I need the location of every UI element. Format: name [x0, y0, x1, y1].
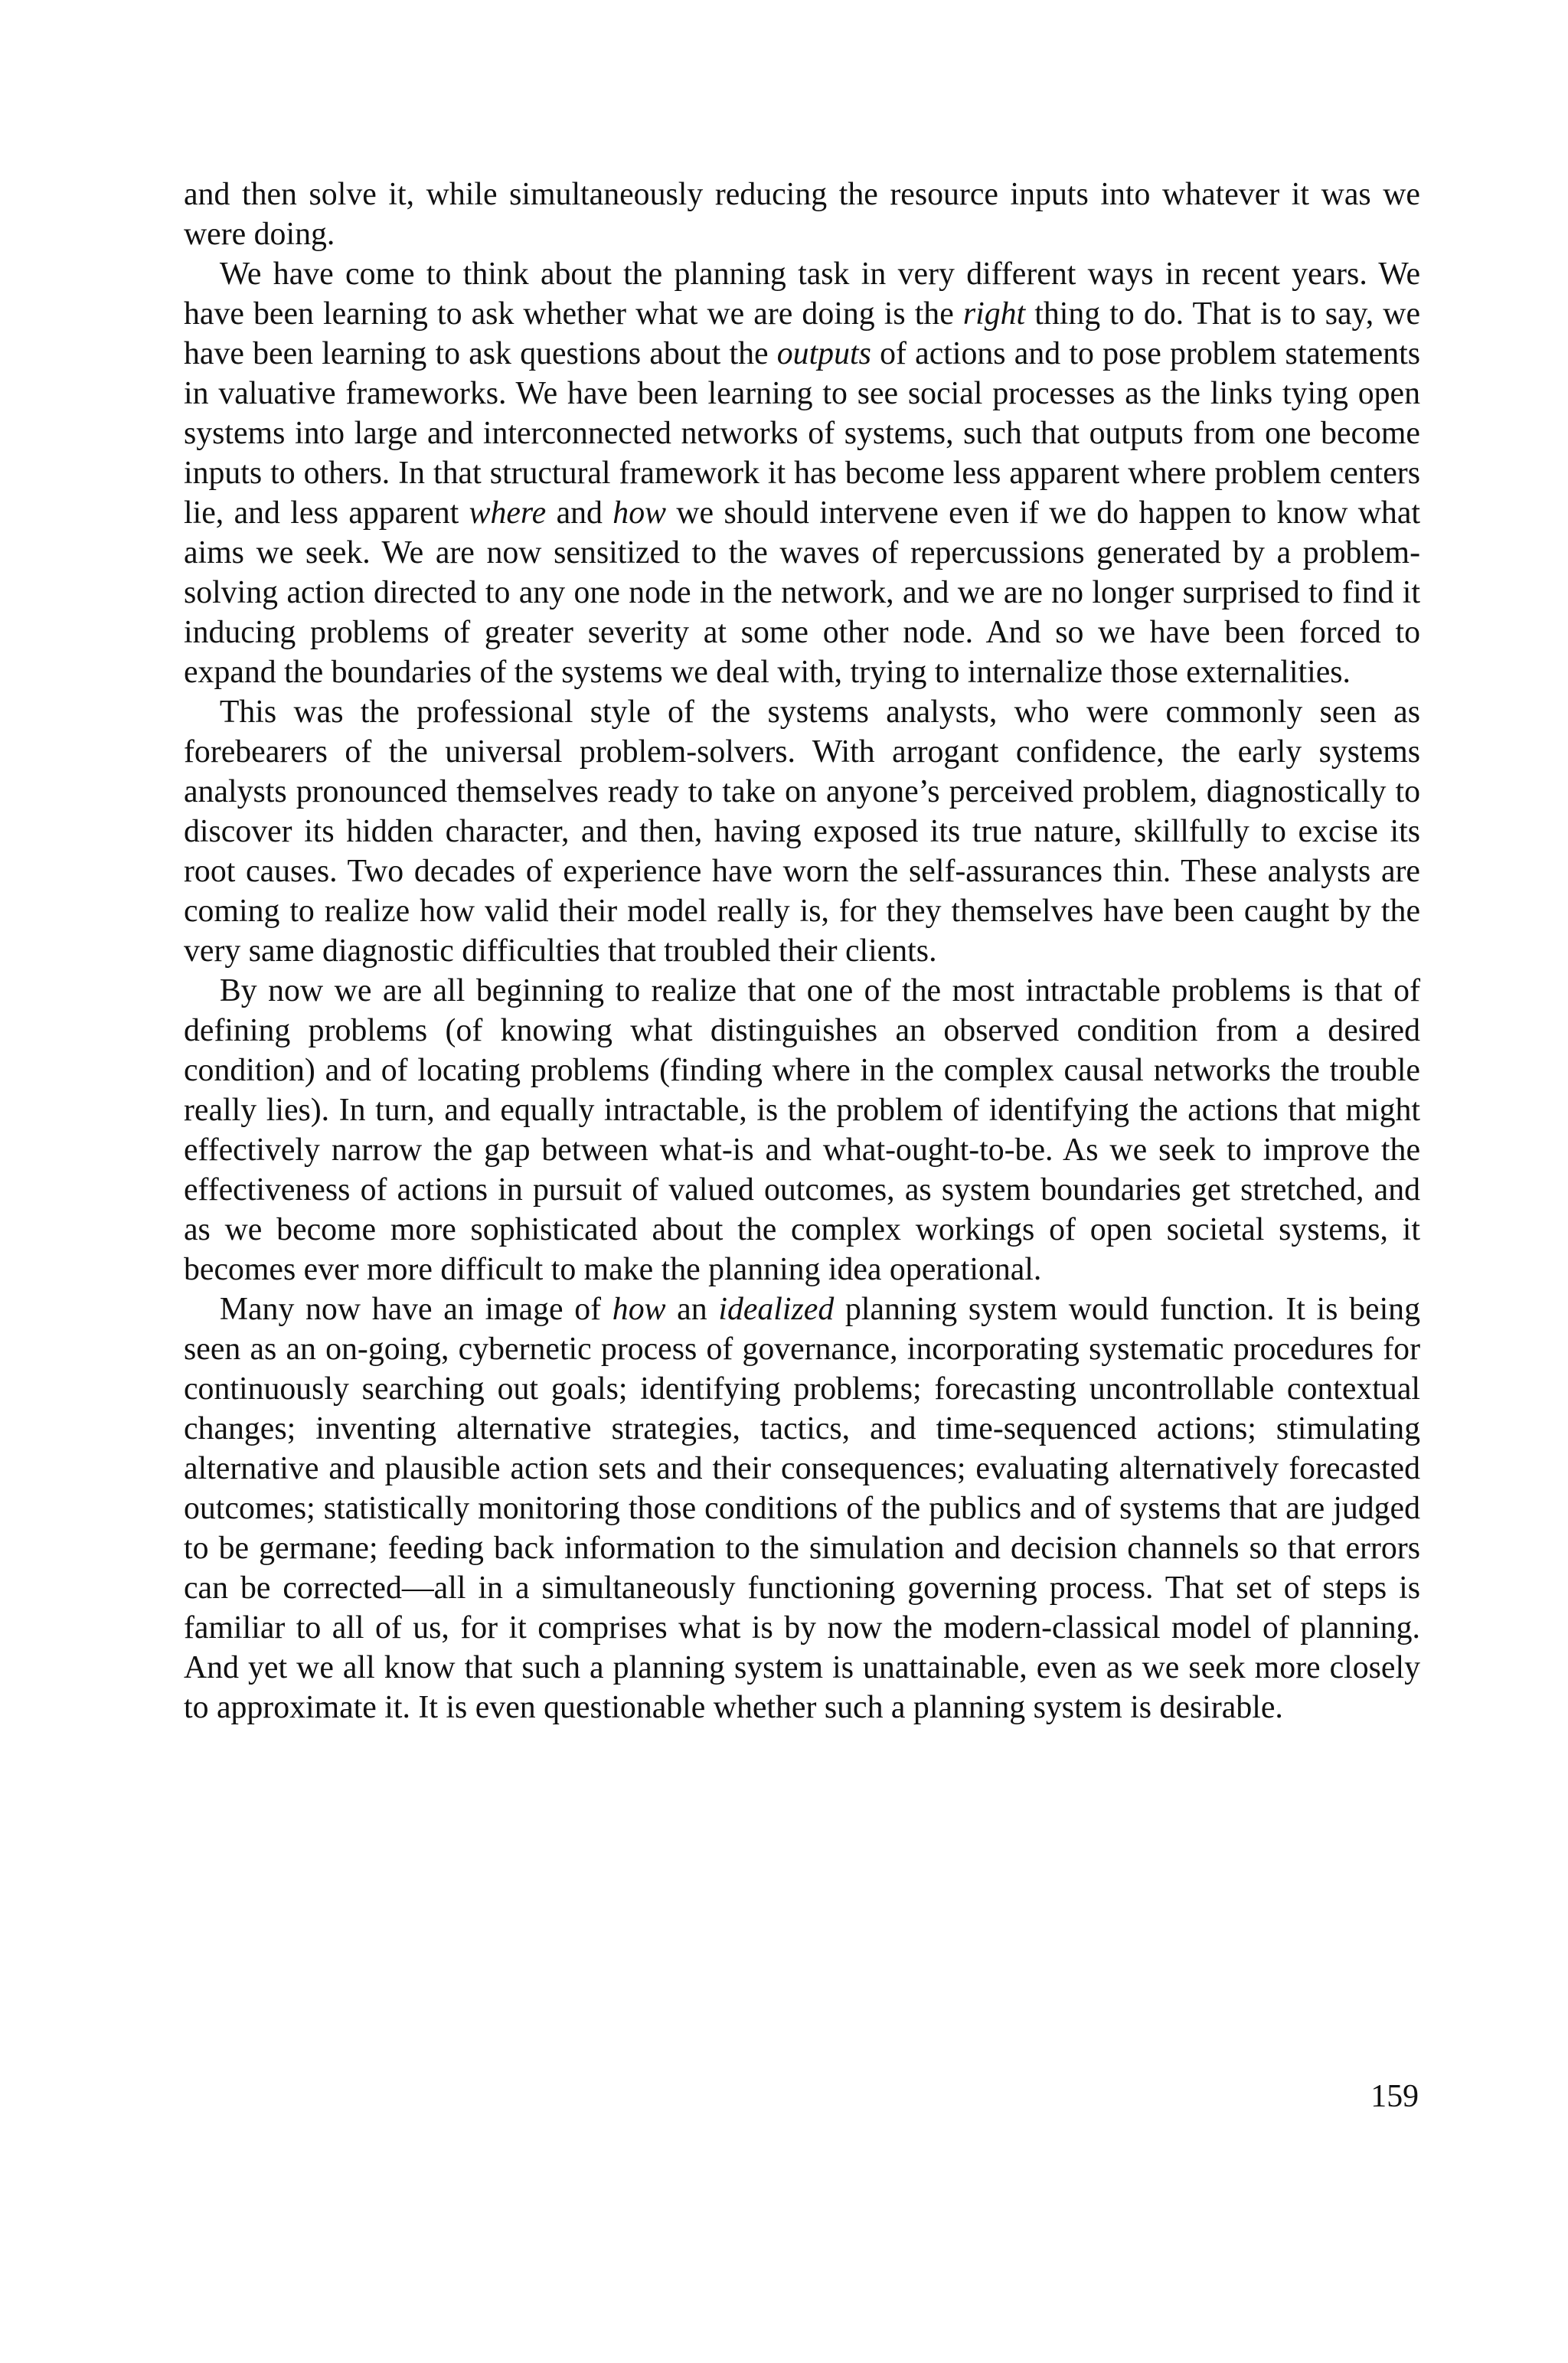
- text-run: By now we are all beginning to realize that one of the most intractable problems is that of defining problems (of knowing what distinguishes an observed condition from a desired condition) and of locating problems (finding where in the complex causal networks the trouble really lies). In turn, and equally intractable, is the problem of identifying the actions that might effectively narrow the gap between what-is and what-ought-to-be. As we seek to improve the effectiveness of actions in pursuit of valued outcomes, as system boundaries get stretched, and as we become more sophisticated about the complex workings of open societal systems, it becomes ever more difficult to make the planning idea operational.: [184, 973, 1420, 1287]
- paragraph-2: [184, 254, 1420, 692]
- text-run: We have come to think about the planning task in very different ways in recent years. We have been learning to ask whether what we are doing is the: [184, 257, 1420, 332]
- italic-run: how: [612, 495, 666, 531]
- text-run: an: [665, 1292, 719, 1327]
- text-run: Many now have an image of: [219, 1292, 612, 1327]
- italic-run: how: [612, 1292, 666, 1327]
- paragraph-4: [184, 971, 1420, 1289]
- text-run: of actions and to pose problem statements in valuative frameworks. We have been learning to see social processes as the links tying open systems into large and interconnected networks of systems, such that outputs from one become inputs to others. In that structural framework it has become less apparent where problem centers lie, and less apparent: [184, 336, 1420, 531]
- paragraph-3: [184, 692, 1420, 971]
- paragraph-5: [184, 1289, 1420, 1727]
- italic-run: right: [962, 296, 1026, 332]
- page-number: 159: [1370, 2079, 1419, 2114]
- text-run: and: [546, 495, 613, 531]
- text-run: planning system would function. It is being seen as an on-going, cybernetic process of governance, incorporating systematic procedures for continuously searching out goals; identifying problems; forecasting uncontrollable contextual changes; inventing alternative strategies, tactics, and time-sequenced actions; stimulating alternative and plausible action sets and their consequences; evaluating alternatively forecasted outcomes; statistically monitoring those conditions of the publics and of systems that are judged to be germane; feeding back information to the simulation and decision channels so that errors can be corrected—all in a simultaneously functioning governing process. That set of steps is familiar to all of us, for it comprises what is by now the modern-classical model of planning. And yet we all know that such a planning system is unattainable, even as we seek more closely to approximate it. It is even questionable whether such a planning system is desirable.: [184, 1292, 1420, 1725]
- text-run: This was the professional style of the systems analysts, who were commonly seen as forebearers of the universal problem-solvers. With arrogant confidence, the early systems analysts pronounced themselves ready to take on anyone’s perceived problem, diagnostically to discover its hidden character, and then, having exposed its true nature, skillfully to excise its root causes. Two decades of experience have worn the self-assurances thin. These analysts are coming to realize how valid their model really is, for they themselves have been caught by the very same diagnostic difficulties that troubled their clients.: [184, 695, 1420, 969]
- italic-run: idealized: [718, 1292, 835, 1327]
- text-run: thing to do. That is to say, we have been learning to ask questions about the: [184, 296, 1420, 371]
- italic-run: where: [469, 495, 547, 531]
- body-text: [184, 175, 1420, 1727]
- italic-run: outputs: [776, 336, 871, 371]
- paragraph-1: [184, 175, 1420, 254]
- text-run: we should intervene even if we do happen to know what aims we seek. We are now sensitized to the waves of repercussions generated by a problem-solving action directed to any one node in the network, and we are no longer surprised to find it inducing problems of greater severity at some other node. And so we have been forced to expand the boundaries of the systems we deal with, trying to internalize those externalities.: [184, 495, 1420, 690]
- text-run: and then solve it, while simultaneously reducing the resource inputs into whatever it was we were doing.: [184, 177, 1420, 252]
